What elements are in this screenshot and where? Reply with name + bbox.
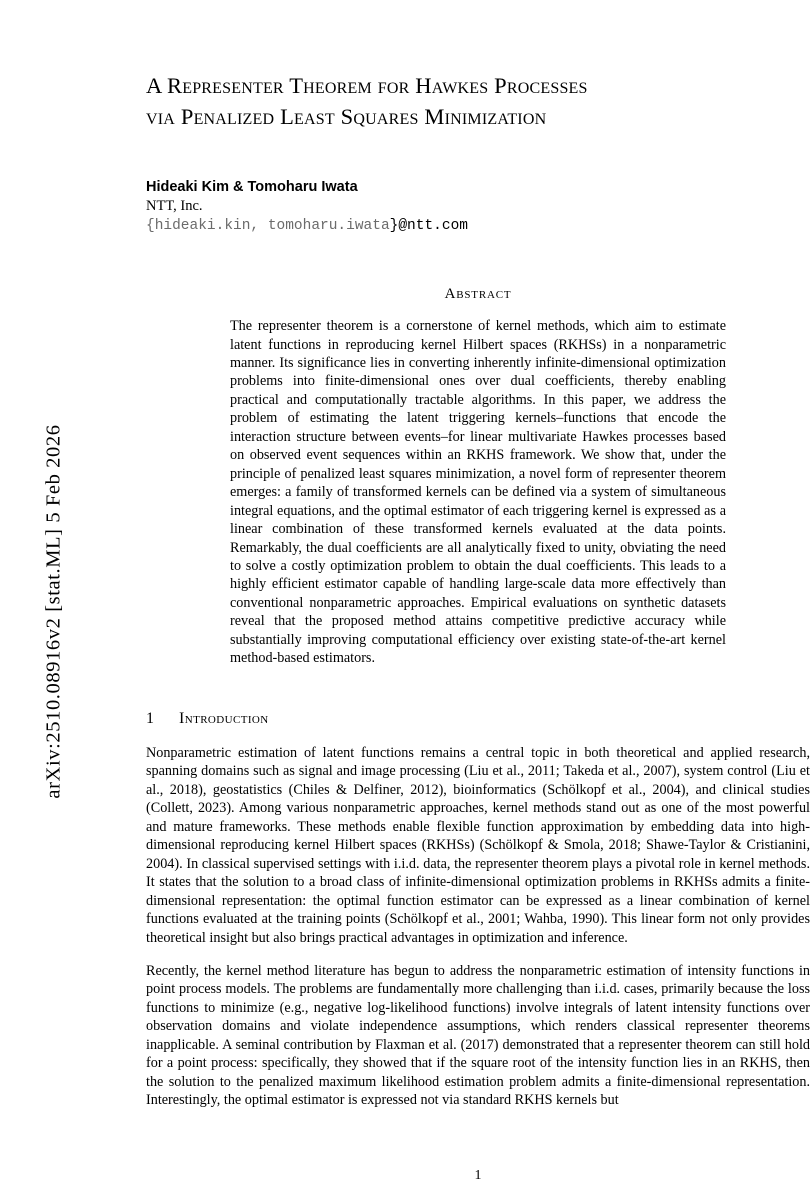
body-paragraph: Recently, the kernel method literature has begun to address the nonparametric estimation of intensity functions in point process models. The problems are fundamentally more challenging than i.i.d. cases, primarily because the loss functions to minimize (e.g., negative log-likelihood functions) involve integrals of latent intensity functions over observation domains and violate independence assumptions, which renders classical representer theorems inapplicable. A seminal contribution by Flaxman et al. (2017) demonstrated that a representer theorem can still hold for a point process: specifically, they showed that if the square root of the intensity function lies in an RKHS, then the solution to the penalized maximum likelihood estimation problem admits a finite-dimensional representation. Interestingly, the optimal estimator is expressed not via standard RKHS kernels but [146, 962, 810, 1109]
author-list: Hideaki Kim & Tomoharu Iwata [146, 179, 358, 196]
section-heading-introduction [146, 710, 810, 728]
affiliation: NTT, Inc. [146, 198, 203, 215]
abstract-heading: Abstract [444, 286, 512, 303]
email-open-brace: { [146, 218, 155, 235]
email-domain: }@ntt.com [389, 218, 468, 235]
section-number: 1 [146, 709, 155, 727]
contact-email [146, 218, 810, 234]
abstract-body: The representer theorem is a cornerstone of kernel methods, which aim to estimate latent functions in reproducing kernel Hilbert spaces (RKHSs) in a nonparametric manner. Its significance lies in converting inherently infinite-dimensional optimization problems into finite-dimensional ones over dual coefficients, thereby enabling practical and computationally tractable algorithms. In this paper, we address the problem of estimating the latent triggering kernels–functions that encode the interaction structure between events–for linear multivariate Hawkes processes based on observed event sequences within an RKHS framework. We show that, under the principle of penalized least squares minimization, a novel form of representer theorem emerges: a family of transformed kernels can be defined via a system of simultaneous integral equations, and the optimal estimator of each triggering kernel is expressed as a linear combination of these transformed kernels evaluated at the data points. Remarkably, the dual coefficients are all analytically fixed to unity, obviating the need to solve a costly optimization problem to obtain the dual coefficients. This leads to a highly efficient estimator capable of handling large-scale data more effectively than conventional nonparametric approaches. Empirical evaluations on synthetic datasets reveal that the proposed method attains competitive predictive accuracy while substantially improving computational efficiency over existing state-of-the-art kernel method-based estimators. [230, 318, 726, 667]
title-line-2: via Penalized Least Squares Minimization [146, 104, 547, 130]
arxiv-identifier-stamp: arXiv:2510.08916v2 [stat.ML] 5 Feb 2026 [42, 424, 65, 799]
title-line-1: A Representer Theorem for Hawkes Processes [146, 73, 588, 98]
page-title [146, 70, 810, 132]
section-title: Introduction [179, 709, 269, 727]
paper-page [146, 0, 810, 1200]
page-number: 1 [474, 1168, 482, 1183]
body-paragraph: Nonparametric estimation of latent functions remains a central topic in both theoretical and applied research, spanning domains such as signal and image processing (Liu et al., 2011; Takeda et al., 2007), system control (Liu et al., 2018), geostatistics (Chiles & Delfiner, 2012), bioinformatics (Schölkopf et al., 2004), and clinical studies (Collett, 2023). Among various nonparametric approaches, kernel methods stand out as one of the most powerful and mature frameworks. These methods enable flexible function approximation by embedding data into high-dimensional reproducing kernel Hilbert spaces (RKHSs) (Schölkopf & Smola, 2018; Shawe-Taylor & Cristianini, 2004). In classical supervised settings with i.i.d. data, the representer theorem plays a pivotal role in kernel methods. It states that the solution to a broad class of infinite-dimensional optimization problems in RKHSs admits a finite-dimensional representation: the optimal function estimator can be expressed as a linear combination of kernel functions evaluated at the training points (Schölkopf et al., 2001; Wahba, 1990). This linear form not only provides theoretical insight but also brings practical advantages in optimization and inference. [146, 744, 810, 947]
email-usernames: hideaki.kin, tomoharu.iwata [154, 218, 390, 235]
